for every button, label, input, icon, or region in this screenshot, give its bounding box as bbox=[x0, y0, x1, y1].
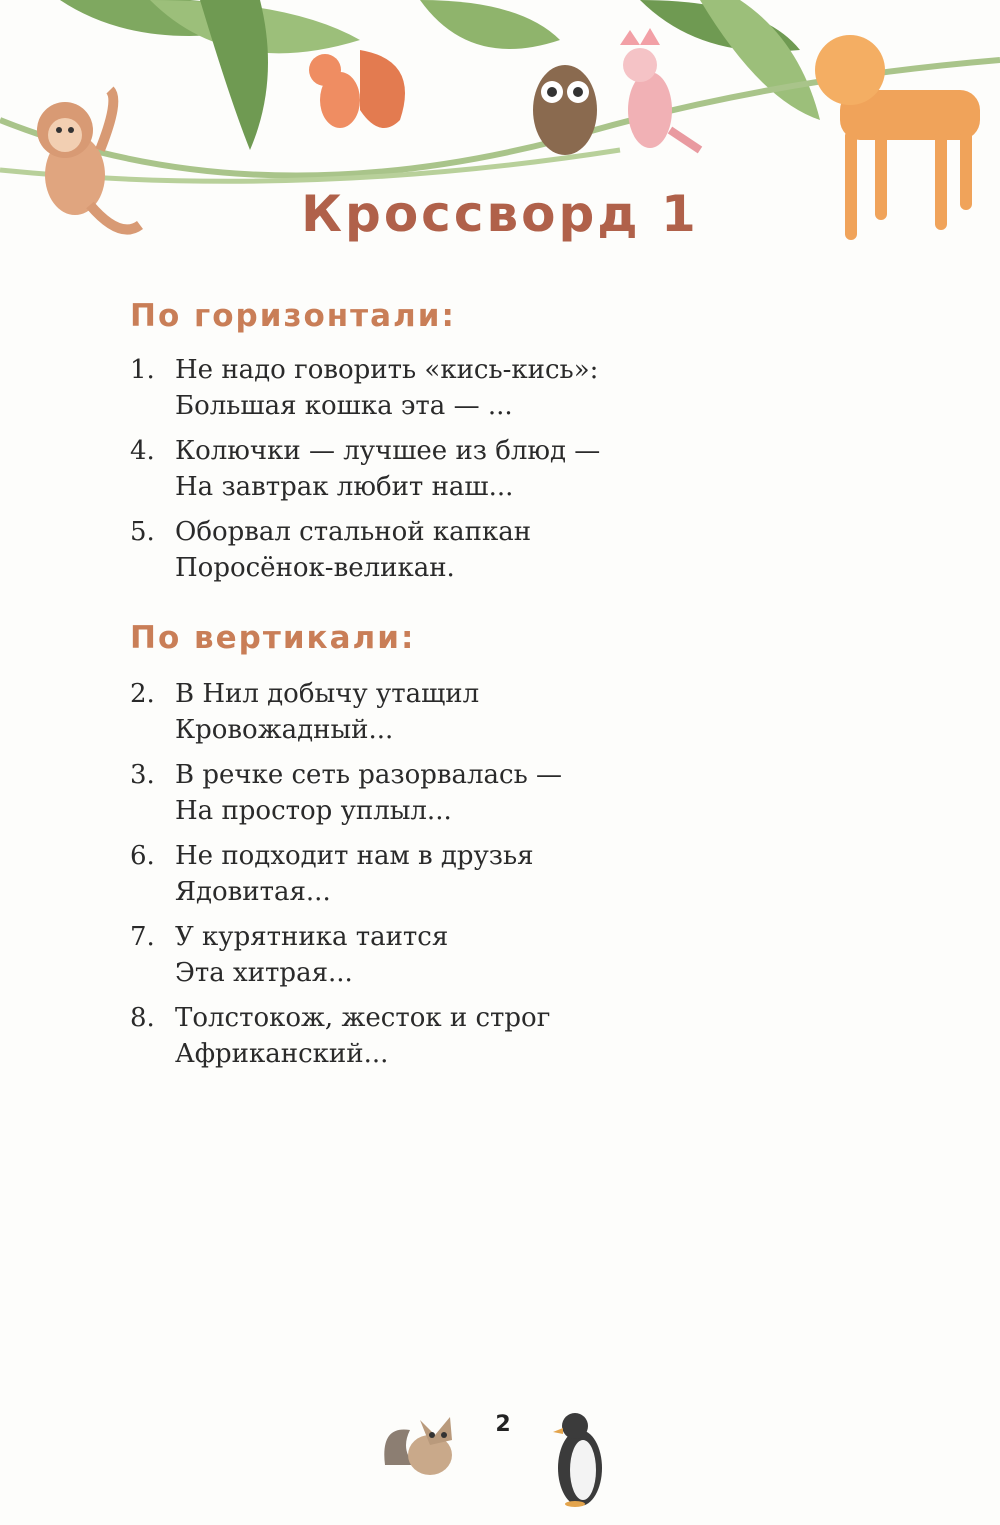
list-item bbox=[130, 1000, 562, 1072]
clue-line: У курятника таится bbox=[175, 922, 449, 952]
list-item bbox=[130, 838, 562, 910]
owl-icon bbox=[533, 65, 597, 155]
across-clue-list bbox=[130, 352, 600, 595]
clue-text bbox=[175, 514, 531, 586]
penguin-icon bbox=[545, 1408, 615, 1508]
clue-line: Ядовитая... bbox=[175, 877, 331, 907]
across-heading: По горизонтали: bbox=[130, 298, 456, 334]
down-clue-list bbox=[130, 676, 562, 1081]
clue-number: 8. bbox=[130, 1003, 155, 1033]
list-item bbox=[130, 433, 600, 505]
clue-number: 5. bbox=[130, 517, 155, 547]
list-item bbox=[130, 352, 600, 424]
clue-line: На завтрак любит наш... bbox=[175, 472, 514, 502]
clue-line: Эта хитрая... bbox=[175, 958, 353, 988]
clue-number: 6. bbox=[130, 841, 155, 871]
squirrel-icon bbox=[309, 50, 405, 128]
clue-line: Колючки — лучшее из блюд — bbox=[175, 436, 601, 466]
leaf-icon bbox=[60, 0, 820, 150]
clue-line: Поросёнок-великан. bbox=[175, 553, 455, 583]
list-item bbox=[130, 757, 562, 829]
clue-line: Не надо говорить «кись-кись»: bbox=[175, 355, 599, 385]
page-title: Кроссворд 1 bbox=[301, 185, 699, 243]
clue-line: Не подходит нам в друзья bbox=[175, 841, 534, 871]
clue-line: Толстокож, жесток и строг bbox=[175, 1003, 551, 1033]
clue-text bbox=[175, 433, 600, 505]
clue-line: В речке сеть разорвалась — bbox=[175, 760, 563, 790]
down-heading: По вертикали: bbox=[130, 620, 416, 656]
clue-text bbox=[175, 757, 562, 829]
clue-number: 4. bbox=[130, 436, 155, 466]
clue-line: Африканский... bbox=[175, 1039, 389, 1069]
parrot-icon bbox=[620, 28, 700, 150]
clue-text bbox=[175, 919, 448, 991]
clue-line: Большая кошка эта — ... bbox=[175, 391, 513, 421]
clue-line: В Нил добычу утащил bbox=[175, 679, 480, 709]
list-item bbox=[130, 514, 600, 586]
clue-number: 2. bbox=[130, 679, 155, 709]
numbat-icon bbox=[380, 1405, 470, 1480]
clue-line: Оборвал стальной капкан bbox=[175, 517, 532, 547]
clue-text bbox=[175, 352, 598, 424]
clue-number: 3. bbox=[130, 760, 155, 790]
page-number: 2 bbox=[495, 1412, 511, 1437]
clue-number: 1. bbox=[130, 355, 155, 385]
clue-text bbox=[175, 676, 479, 748]
clue-text bbox=[175, 838, 534, 910]
list-item bbox=[130, 919, 562, 991]
clue-line: На простор уплыл... bbox=[175, 796, 452, 826]
clue-text bbox=[175, 1000, 550, 1072]
clue-number: 7. bbox=[130, 922, 155, 952]
clue-line: Кровожадный... bbox=[175, 715, 394, 745]
list-item bbox=[130, 676, 562, 748]
